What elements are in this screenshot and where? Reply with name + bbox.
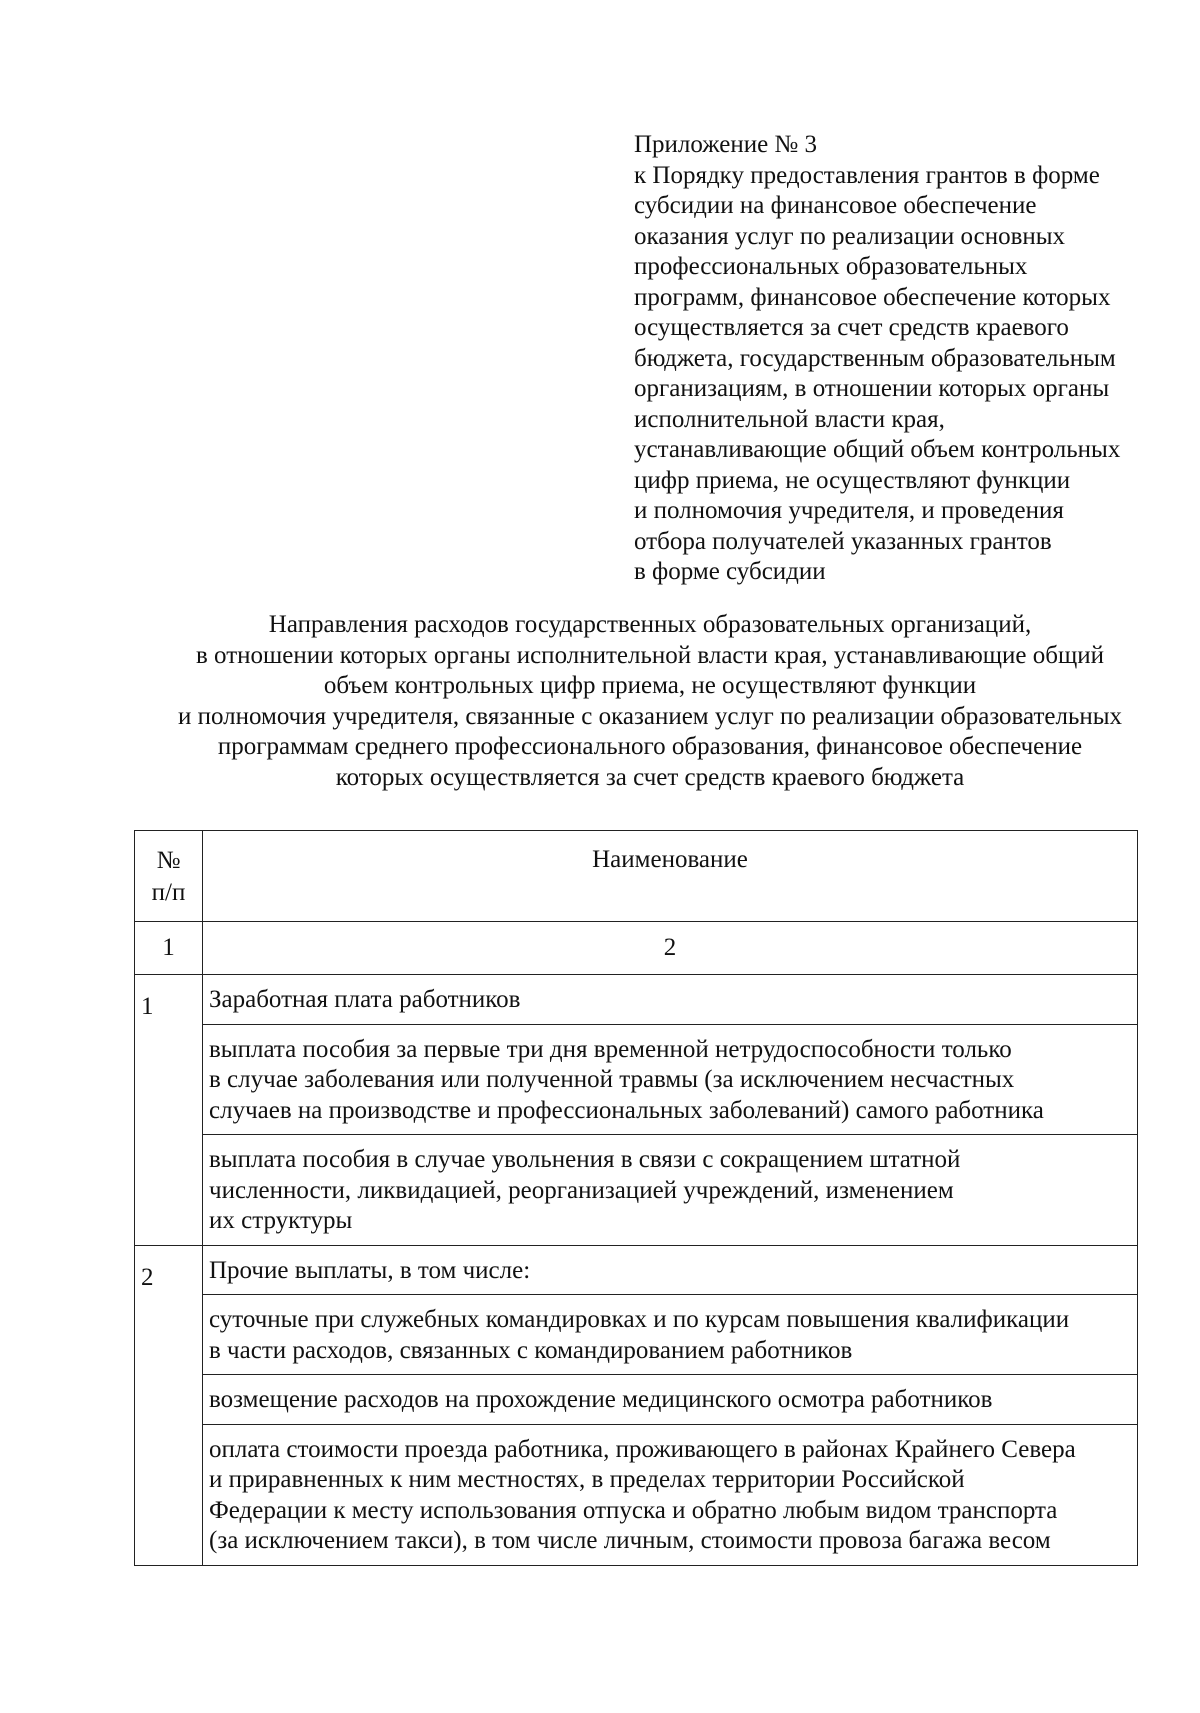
appendix-line: программ, финансовое обеспечение которых [634,283,1111,311]
appendix-line: Приложение № 3 [634,131,818,158]
appendix-line: профессиональных образовательных [634,253,1028,280]
title-line: Направления расходов государственных образовательных организаций, [268,611,1032,638]
title-line: и полномочия учредителя, связанные с оказанием услуг по реализации образовательных [177,702,1123,730]
appendix-line: организациям, в отношении которых органы [634,375,1110,402]
expenses-table-wrapper [134,830,1138,1566]
table-row [135,1375,1138,1425]
row-number: 1 [135,975,203,1025]
expenses-table [134,830,1138,1566]
row-number [135,1135,203,1246]
table-row [135,1295,1138,1375]
row-line: Прочие выплаты, в том числе: [209,1256,531,1284]
row-line: возмещение расходов на прохождение медицинского осмотра работников [209,1386,993,1413]
appendix-line: оказания услуг по реализации основных [634,222,1066,250]
header-name-cell: Наименование [203,831,1138,922]
row-number: 2 [135,1245,203,1295]
header-number-abbr: п/п [151,879,186,906]
row-line: выплата пособия за первые три дня временной нетрудоспособности только [209,1035,1012,1063]
row-line: (за исключением такси), в том числе личным, стоимости провоза багажа весом [209,1527,1051,1554]
row-line: выплата пособия в случае увольнения в связи с сокращением штатной [209,1146,961,1173]
table-row [135,1024,1138,1135]
table-row [135,1424,1138,1565]
appendix-line: бюджета, государственным образовательным [634,344,1116,372]
table-row [135,1245,1138,1295]
row-number [135,1295,203,1375]
row-number [135,1424,203,1565]
row-number [135,1375,203,1425]
row-text [203,1135,1138,1246]
row-line: оплата стоимости проезда работника, проживающего в районах Крайнего Севера [209,1435,1076,1463]
title-line: программам среднего профессионального образования, финансовое обеспечение [217,733,1083,760]
row-text [203,1295,1138,1375]
row-line: в случае заболевания или полученной травмы (за исключением несчастных [209,1066,1015,1093]
row-number [135,1024,203,1135]
row-text [203,1424,1138,1565]
row-text [203,975,1138,1025]
table-row [135,975,1138,1025]
appendix-line: устанавливающие общий объем контрольных [634,436,1121,463]
document-title [100,610,1200,793]
appendix-line: осуществляется за счет средств краевого [634,314,1069,341]
row-line: Федерации к месту использования отпуска и обратно любым видом транспорта [209,1496,1058,1524]
row-text [203,1245,1138,1295]
table-row [135,1135,1138,1246]
appendix-line: отбора получателей указанных грантов [634,527,1052,555]
title-line: которых осуществляется за счет средств краевого бюджета [335,763,965,791]
appendix-block [634,130,1194,588]
appendix-line: субсидии на финансовое обеспечение [634,192,1037,219]
header-number-cell [135,831,203,922]
appendix-line: к Порядку предоставления грантов в форме [634,161,1100,189]
header-number-symbol: № [156,847,181,874]
row-line: и приравненных к ним местностях, в пределах территории Российской [209,1466,965,1493]
row-text [203,1024,1138,1135]
row-line: суточные при служебных командировках и по курсам повышения квалификации [209,1306,1070,1333]
table-index-row [135,922,1138,975]
row-text [203,1375,1138,1425]
row-line: Заработная плата работников [209,986,521,1013]
appendix-line: исполнительной власти края, [634,405,945,433]
row-line: их структуры [209,1207,353,1234]
appendix-line: цифр приема, не осуществляют функции [634,466,1071,494]
index-cell-2: 2 [203,922,1138,975]
appendix-line: и полномочия учредителя, и проведения [634,497,1064,524]
row-line: численности, ликвидацией, реорганизацией учреждений, изменением [209,1176,954,1204]
title-line: в отношении которых органы исполнительной власти края, устанавливающие общий [195,641,1104,669]
row-line: случаев на производстве и профессиональных заболеваний) самого работника [209,1096,1044,1124]
table-header-row [135,831,1138,922]
row-line: в части расходов, связанных с командированием работников [209,1336,853,1364]
index-cell-1: 1 [135,922,203,975]
appendix-line: в форме субсидии [634,558,826,585]
title-line: объем контрольных цифр приема, не осуществляют функции [323,672,977,699]
